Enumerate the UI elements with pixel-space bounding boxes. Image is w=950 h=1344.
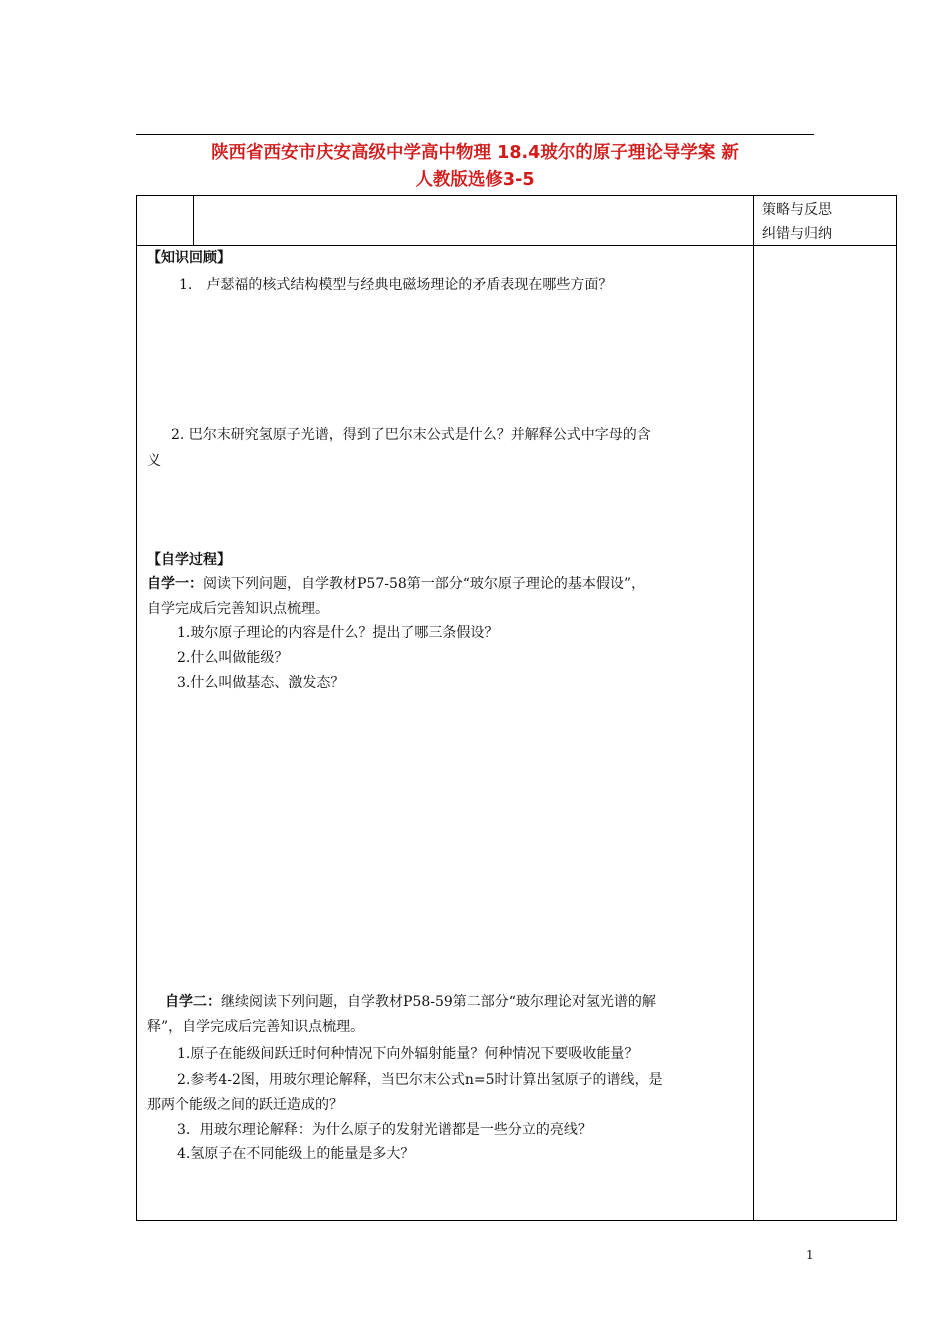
part1-intro-text: 阅读下列问题，自学教材P57-58第一部分“玻尔原子理论的基本假设”， (203, 576, 646, 592)
review-heading: 【知识回顾】 (147, 250, 231, 266)
part2-intro-line-1 (165, 990, 656, 1014)
review-question-2-cont: 义 (147, 453, 161, 469)
part1-question-1: 1.玻尔原子理论的内容是什么？提出了哪三条假设？ (177, 625, 499, 641)
part2-question-3: 3．用玻尔理论解释：为什么原子的发射光谱都是一些分立的亮线？ (177, 1122, 592, 1138)
side-header-line-2: 纠错与归纳 (762, 226, 832, 242)
column-divider-1 (193, 196, 194, 245)
page-number: 1 (806, 1248, 814, 1262)
worksheet-table (136, 195, 897, 1221)
part2-intro-line-2: 释”，自学完成后完善知识点梳理。 (147, 1019, 365, 1035)
part2-intro-text: 继续阅读下列问题，自学教材P58-59第二部分“玻尔理论对氢光谱的解 (221, 994, 656, 1010)
column-divider-2 (753, 196, 754, 1221)
review-question-2: 2. 巴尔末研究氢原子光谱，得到了巴尔末公式是什么？并解释公式中字母的含 (171, 427, 651, 443)
part1-question-2: 2.什么叫做能级？ (177, 650, 289, 666)
part1-question-3: 3.什么叫做基态、激发态？ (177, 675, 345, 691)
review-question-1: 1. 卢瑟福的核式结构模型与经典电磁场理论的矛盾表现在哪些方面？ (179, 277, 613, 293)
part2-label: 自学二： (165, 994, 221, 1010)
document-title (136, 140, 814, 194)
self-study-heading: 【自学过程】 (147, 552, 231, 568)
part2-question-1: 1.原子在能级间跃迁时何种情况下向外辐射能量？何种情况下要吸收能量？ (177, 1046, 639, 1062)
side-header-line-1: 策略与反思 (762, 202, 832, 218)
title-line-2: 人教版选修3-5 (415, 170, 535, 190)
part2-question-2: 2.参考4-2图，用玻尔理论解释，当巴尔末公式n=5时计算出氢原子的谱线，是 (177, 1072, 663, 1088)
part1-intro-line-1 (147, 572, 645, 596)
part1-label: 自学一： (147, 576, 203, 592)
part1-intro-line-2: 自学完成后完善知识点梳理。 (147, 601, 329, 617)
part2-question-4: 4.氢原子在不同能级上的能量是多大？ (177, 1146, 415, 1162)
title-line-1: 陕西省西安市庆安高级中学高中物理 18.4玻尔的原子理论导学案 新 (211, 143, 739, 163)
header-rule (136, 134, 814, 135)
part2-question-2-cont: 那两个能级之间的跃迁造成的？ (147, 1097, 343, 1113)
